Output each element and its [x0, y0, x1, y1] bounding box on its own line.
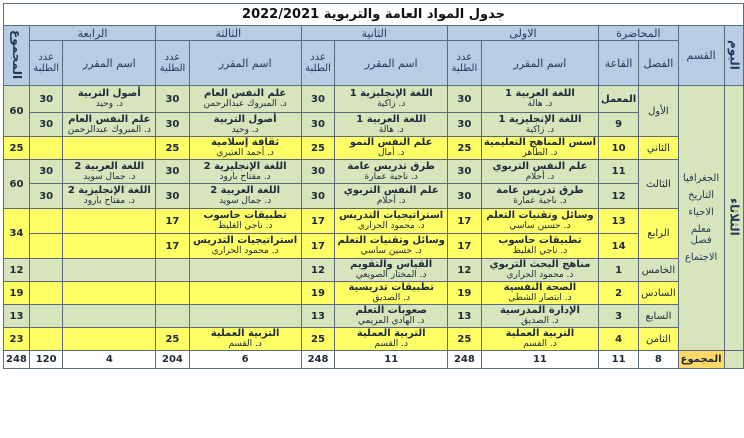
course-cell: [335, 86, 447, 113]
student-count: 25: [156, 328, 190, 351]
room-header: القاعة: [599, 41, 639, 86]
student-count: [156, 259, 190, 282]
class-cell: السابع: [639, 305, 678, 328]
student-count: 30: [156, 184, 190, 209]
table-row: [4, 209, 744, 234]
period-header-4: الرابعة: [29, 26, 155, 41]
teacher-name: د. محمود الحراري: [506, 270, 574, 280]
schedule-sheet: [3, 3, 744, 369]
student-count: 30: [301, 86, 335, 113]
class-total: 13: [4, 305, 30, 328]
student-count: 17: [447, 234, 481, 259]
p4-students-total: 120: [29, 351, 63, 369]
table-row: [4, 113, 744, 137]
student-count: [29, 305, 63, 328]
student-count: 30: [29, 160, 63, 184]
totals-row: [4, 351, 744, 369]
schedule-table: [3, 3, 744, 369]
course-cell: [63, 86, 156, 113]
course-cell: [189, 184, 301, 209]
class-cell: السادس: [639, 282, 678, 305]
table-row: [4, 305, 744, 328]
course-name: التربية العملية: [210, 328, 280, 339]
table-row: [4, 184, 744, 209]
student-count: 25: [301, 137, 335, 160]
course-name: اللغة العربية 2: [74, 160, 145, 172]
course-cell: [335, 184, 447, 209]
student-count: [156, 282, 190, 305]
room-cell: المعمل: [599, 86, 639, 113]
course-name: صعوبات التعلم: [355, 305, 427, 316]
room-cell: 9: [599, 113, 639, 137]
student-count: 17: [156, 209, 190, 234]
course-cell: [481, 259, 598, 282]
class-total: 60: [4, 86, 30, 137]
student-count: 25: [447, 137, 481, 160]
course-name: علم النفس العام: [68, 113, 151, 125]
teacher-name: د. هالة: [378, 124, 404, 135]
students-header: عدد الطلبة: [447, 41, 481, 86]
grand-total: 248: [4, 351, 30, 369]
teacher-name: د. حسين ساسي: [509, 221, 571, 231]
course-name: علم النفس العام: [204, 88, 287, 99]
student-count: 30: [301, 113, 335, 137]
student-count: 13: [447, 305, 481, 328]
class-total: 25: [4, 137, 30, 160]
teacher-name: د. ناجي الغليظ: [217, 221, 273, 231]
course-cell: [63, 113, 156, 137]
table-row: [4, 259, 744, 282]
student-count: 30: [156, 113, 190, 137]
teacher-name: د. هالة: [527, 99, 553, 109]
teacher-name: د. أحلام: [525, 171, 555, 182]
course-cell: [63, 137, 156, 160]
p4-courses-total: 4: [63, 351, 156, 369]
course-cell: [481, 209, 598, 234]
student-count: [29, 328, 63, 351]
teacher-name: د. أحلام: [376, 196, 406, 206]
lecture-header: المحاضرة: [599, 26, 679, 41]
teacher-name: د. جمال سويد: [219, 196, 272, 206]
course-name: اللغة الإنجليزية 2: [203, 160, 287, 172]
student-count: [29, 137, 63, 160]
course-header: اسم المقرر: [481, 41, 598, 86]
student-count: 30: [29, 86, 63, 113]
dept-header: القسم: [678, 26, 724, 86]
course-name: وسائل وتقنيات التعلم: [337, 235, 445, 246]
course-name: استراتيجيات التدريس: [339, 210, 444, 221]
student-count: [29, 259, 63, 282]
student-count: 30: [156, 86, 190, 113]
table-row: [4, 234, 744, 259]
course-cell: [189, 305, 301, 328]
course-cell: [481, 160, 598, 184]
course-cell: [63, 328, 156, 351]
course-name: تطبيقات حاسوب: [498, 235, 582, 246]
course-cell: [335, 209, 447, 234]
teacher-name: د. زاكية: [376, 99, 406, 109]
room-cell: 13: [599, 209, 639, 234]
class-total: 23: [4, 328, 30, 351]
p3-students-total: 204: [156, 351, 190, 369]
p2-courses-total: 11: [335, 351, 447, 369]
teacher-name: د. محمود الحراري: [211, 246, 279, 256]
student-count: 30: [29, 184, 63, 209]
teacher-name: د. ناجية عمارة: [513, 196, 567, 206]
p2-students-total: 248: [301, 351, 335, 369]
teacher-name: د. الطاهر: [522, 148, 558, 158]
department-name: الاحياء: [688, 207, 714, 218]
room-cell: 4: [599, 328, 639, 351]
class-total: 60: [4, 160, 30, 209]
course-cell: [63, 305, 156, 328]
course-cell: [335, 113, 447, 137]
period-header-2: الثانية: [301, 26, 447, 41]
teacher-name: د. القسم: [523, 339, 557, 349]
teacher-name: د. محمود الحراري: [357, 221, 425, 231]
student-count: 12: [301, 259, 335, 282]
room-cell: 11: [599, 160, 639, 184]
students-header: عدد الطلبة: [156, 41, 190, 86]
teacher-name: د. انتصار الشطي: [508, 293, 572, 303]
course-name: التربية العملية: [505, 328, 575, 339]
teacher-name: د. وحيد: [231, 124, 259, 135]
course-name: طرق تدريس عامة: [496, 185, 584, 196]
course-cell: [335, 234, 447, 259]
day-header: اليوم: [727, 39, 742, 70]
course-cell: [189, 209, 301, 234]
teacher-name: د. زاكية: [525, 124, 555, 135]
course-cell: [63, 184, 156, 209]
teacher-name: د. ناجية عمارة: [364, 171, 418, 182]
student-count: 13: [301, 305, 335, 328]
course-cell: [189, 113, 301, 137]
student-count: [29, 209, 63, 234]
course-cell: [189, 328, 301, 351]
teacher-name: د. ناجي الغليظ: [512, 246, 568, 256]
course-name: تطبيقات حاسوب: [203, 210, 287, 221]
teacher-name: د. الصديق: [521, 316, 559, 326]
course-cell: [189, 282, 301, 305]
class-total: 34: [4, 209, 30, 259]
student-count: 17: [301, 234, 335, 259]
course-cell: [189, 234, 301, 259]
student-count: 30: [447, 184, 481, 209]
course-name: مناهج البحث التربوي: [489, 259, 591, 270]
table-row: [4, 86, 744, 113]
course-cell: [481, 234, 598, 259]
departments-cell: [678, 86, 724, 351]
course-cell: [189, 86, 301, 113]
teacher-name: د. المختار الصويعي: [355, 270, 427, 280]
class-total: 12: [4, 259, 30, 282]
department-name: الجغرافيا: [682, 173, 720, 184]
teacher-name: د. أحمد العتيري: [216, 148, 274, 158]
rooms-total: 11: [599, 351, 639, 369]
department-name: معلم فصل: [690, 224, 712, 246]
course-cell: [481, 137, 598, 160]
course-cell: [481, 113, 598, 137]
period-header-1: الاولى: [447, 26, 598, 41]
period-header-3: الثالثة: [156, 26, 301, 41]
p3-courses-total: 6: [189, 351, 301, 369]
course-name: اللغة الإنجليزية 1: [498, 113, 582, 125]
student-count: [29, 234, 63, 259]
teacher-name: د. المبروك عبدالرحمن: [67, 124, 151, 135]
course-header: اسم المقرر: [63, 41, 156, 86]
class-cell: الثامن: [639, 328, 678, 351]
student-count: [29, 282, 63, 305]
course-cell: [335, 259, 447, 282]
course-name: ثقافة إسلامية: [211, 137, 280, 148]
class-cell: الرابع: [639, 209, 678, 259]
course-cell: [335, 282, 447, 305]
teacher-name: د. وحيد: [95, 99, 123, 109]
course-header: اسم المقرر: [189, 41, 301, 86]
teacher-name: د. الهادي المريمي: [357, 316, 425, 326]
student-count: 25: [447, 328, 481, 351]
student-count: 25: [156, 137, 190, 160]
course-name: اللغة الإنجليزية 2: [67, 185, 151, 196]
department-name: الاجتماع: [684, 252, 718, 263]
course-cell: [63, 209, 156, 234]
teacher-name: د. أمال: [378, 148, 405, 158]
class-cell: الثاني: [639, 137, 678, 160]
course-cell: [63, 282, 156, 305]
course-cell: [481, 184, 598, 209]
student-count: 17: [301, 209, 335, 234]
course-cell: [63, 234, 156, 259]
day-cell: [724, 86, 743, 351]
course-cell: [335, 305, 447, 328]
teacher-name: د. الصديق: [372, 293, 410, 303]
room-cell: 12: [599, 184, 639, 209]
course-name: أسس المناهج التعليمية: [483, 137, 597, 148]
course-cell: [481, 328, 598, 351]
table-row: [4, 137, 744, 160]
course-name: تطبيقات تدريسية: [348, 282, 434, 293]
table-row: [4, 160, 744, 184]
course-cell: [189, 137, 301, 160]
student-count: 25: [301, 328, 335, 351]
student-count: 19: [447, 282, 481, 305]
teacher-name: د. مفتاح بارود: [219, 171, 271, 182]
table-row: [4, 282, 744, 305]
course-name: اللغة الإنجليزية 1: [349, 88, 433, 99]
course-name: أصول التربية: [77, 88, 141, 99]
table-title: جدول المواد العامة والتربوية 2022/2021: [4, 4, 744, 26]
course-name: اللغة العربية 2: [210, 185, 281, 196]
room-cell: 1: [599, 259, 639, 282]
course-cell: [481, 305, 598, 328]
student-count: 12: [447, 259, 481, 282]
teacher-name: د. المبروك عبدالرحمن: [203, 99, 287, 109]
course-name: القياس والتقويم: [350, 259, 433, 270]
room-cell: 3: [599, 305, 639, 328]
student-count: 30: [301, 184, 335, 209]
student-count: [156, 305, 190, 328]
p1-courses-total: 11: [481, 351, 598, 369]
classes-total: 8: [639, 351, 678, 369]
department-name: التاريخ: [688, 190, 715, 201]
course-name: وسائل وتقنيات التعلم: [486, 210, 594, 221]
teacher-name: د. جمال سويد: [83, 171, 136, 182]
table-row: [4, 328, 744, 351]
class-cell: الأول: [639, 86, 678, 137]
course-name: طرق تدريس عامة: [347, 160, 435, 172]
course-header: اسم المقرر: [335, 41, 447, 86]
course-name: علم النفس النمو: [349, 137, 433, 148]
course-name: استراتيجيات التدريس: [193, 235, 298, 246]
course-name: اللغة العربية 1: [505, 88, 575, 99]
student-count: 30: [447, 86, 481, 113]
class-cell: الخامس: [639, 259, 678, 282]
students-header: عدد الطلبة: [301, 41, 335, 86]
student-count: 30: [447, 113, 481, 137]
room-cell: 14: [599, 234, 639, 259]
class-cell: الثالث: [639, 160, 678, 209]
student-count: 30: [29, 113, 63, 137]
student-count: 17: [156, 234, 190, 259]
course-cell: [335, 328, 447, 351]
course-cell: [63, 160, 156, 184]
room-cell: 2: [599, 282, 639, 305]
course-name: التربية العملية: [356, 328, 426, 339]
room-cell: 10: [599, 137, 639, 160]
student-count: 30: [447, 160, 481, 184]
course-name: اللغة العربية 1: [356, 113, 427, 125]
course-cell: [189, 160, 301, 184]
course-name: الصحة النفسية: [503, 282, 577, 293]
course-cell: [335, 160, 447, 184]
teacher-name: د. القسم: [374, 339, 408, 349]
day-name: الثلاثاء: [727, 197, 742, 236]
course-cell: [481, 86, 598, 113]
student-count: 17: [447, 209, 481, 234]
student-count: 30: [156, 160, 190, 184]
schedule-body: [4, 86, 744, 351]
teacher-name: د. القسم: [228, 339, 262, 349]
students-header: عدد الطلبة: [29, 41, 63, 86]
teacher-name: د. مفتاح بارود: [83, 196, 135, 206]
course-cell: [189, 259, 301, 282]
course-cell: [481, 282, 598, 305]
course-name: علم النفس التربوي: [343, 185, 439, 196]
course-name: الإدارة المدرسية: [499, 305, 580, 316]
total-header: المجموع: [9, 29, 24, 80]
course-name: أصول التربية: [213, 113, 277, 125]
course-cell: [63, 259, 156, 282]
class-total: 19: [4, 282, 30, 305]
totals-label: المجموع: [678, 351, 724, 369]
p1-students-total: 248: [447, 351, 481, 369]
course-name: علم النفس التربوي: [492, 160, 588, 172]
student-count: 19: [301, 282, 335, 305]
class-header: الفصل: [639, 41, 678, 86]
student-count: 30: [301, 160, 335, 184]
teacher-name: د. حسين ساسي: [360, 246, 422, 256]
course-cell: [335, 137, 447, 160]
